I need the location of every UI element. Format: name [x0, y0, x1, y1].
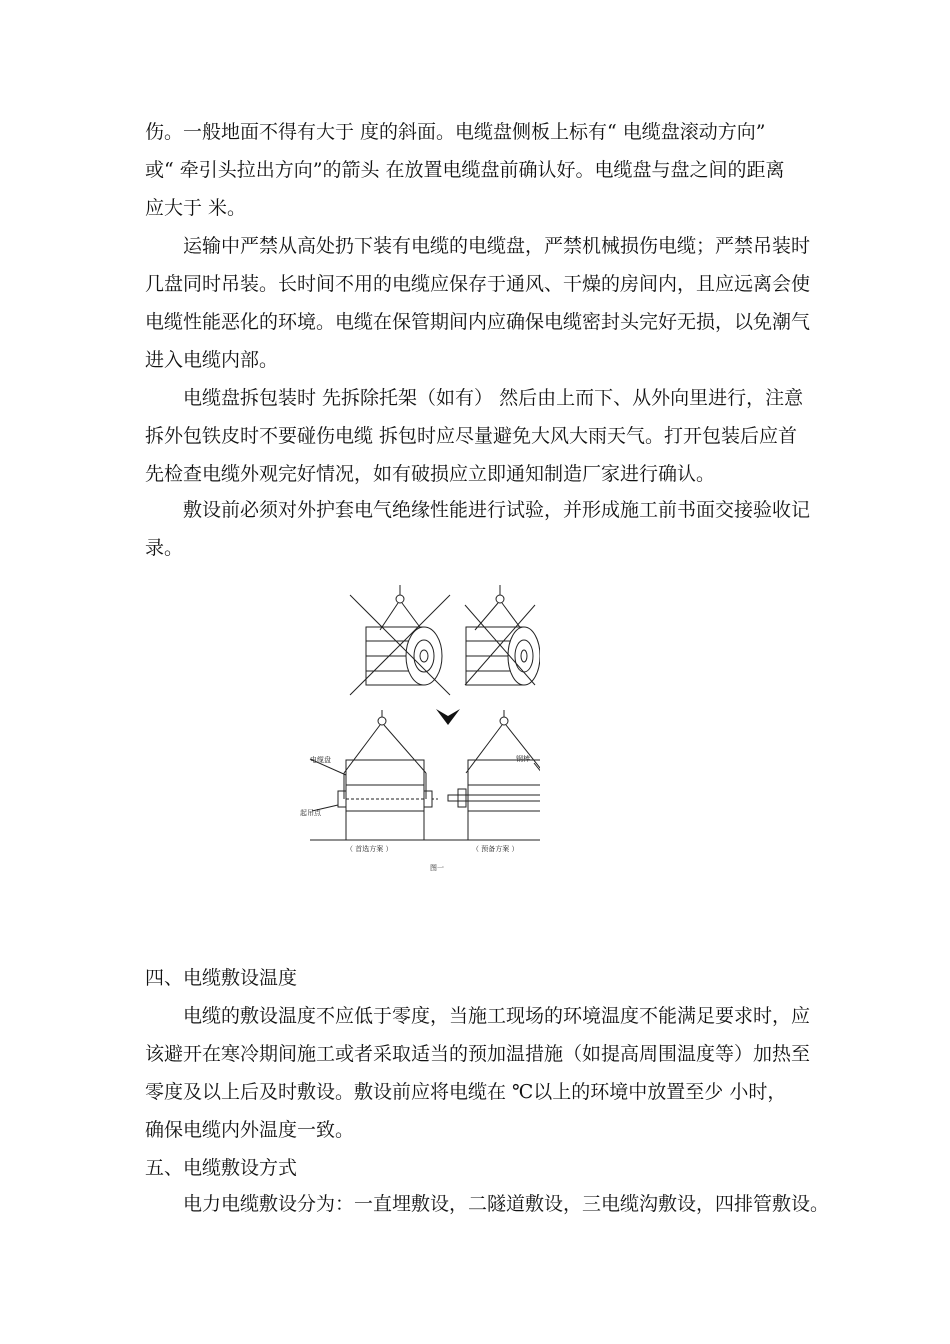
section4-line: 确保电缆内外温度一致。: [145, 1119, 355, 1141]
cable-drum-lifting-diagram: [290, 585, 540, 885]
figure-number: 图一: [430, 864, 444, 872]
section4-line: 零度及以上后及时敷设。敷设前应将电缆在 ℃以上的环境中放置至少 小时，: [145, 1081, 787, 1103]
paragraph1-line: 或“ 牵引头拉出方向”的箭头 在放置电缆盘前确认好。电缆盘与盘之间的距离: [145, 159, 785, 181]
paragraph1-line: 伤。一般地面不得有大于 度的斜面。电缆盘侧板上标有“ 电缆盘滚动方向”: [145, 121, 766, 143]
paragraph2-line: 电缆性能恶化的环境。电缆在保管期间内应确保电缆密封头完好无损，以免潮气: [145, 311, 811, 333]
section4-line: 电缆的敷设温度不应低于零度，当施工现场的环境温度不能满足要求时，应: [183, 1005, 811, 1027]
section5-heading: 五、电缆敷设方式: [145, 1157, 298, 1179]
alternative-lifting-drum: [448, 710, 540, 840]
paragraph1-line: 应大于 米。: [145, 197, 247, 219]
paragraph3-line: 电缆盘拆包装时 先拆除托架（如有） 然后由上而下、从外向里进行，注意: [183, 387, 804, 409]
cable-drum-lifting-figure: [290, 585, 540, 885]
label-lifting-point: 起吊点: [300, 809, 321, 817]
paragraph4-line: 敷设前必须对外护套电气绝缘性能进行试验，并形成施工前书面交接验收记: [183, 499, 811, 521]
paragraph4-line: 录。: [145, 537, 184, 559]
paragraph3-line: 先检查电缆外观完好情况，如有破损应立即通知制造厂家进行确认。: [145, 463, 716, 485]
down-arrow-icon: [436, 709, 460, 725]
preferred-lifting-drum: [310, 710, 440, 840]
wrong-lifting-drum-right: [465, 585, 540, 685]
paragraph2-line: 几盘同时吊装。长时间不用的电缆应保存于通风、干燥的房间内，且应远离会使: [145, 273, 811, 295]
paragraph2-line: 运输中严禁从高处扔下装有电缆的电缆盘，严禁机械损伤电缆；严禁吊装时: [183, 235, 811, 257]
paragraph3-line: 拆外包铁皮时不要碰伤电缆 拆包时应尽量避免大风大雨天气。打开包装后应首: [145, 425, 798, 447]
section5-line: 电力电缆敷设分为：一直埋敷设，二隧道敷设，三电缆沟敷设，四排管敷设。: [183, 1193, 830, 1215]
section4-heading: 四、电缆敷设温度: [145, 967, 298, 989]
caption-preferred-plan: （ 首选方案 ）: [346, 845, 393, 853]
label-cable-drum: 电缆盘: [310, 756, 331, 764]
paragraph2-line: 进入电缆内部。: [145, 349, 279, 371]
label-steel-rod: 钢棒: [516, 755, 530, 763]
caption-alternative-plan: （ 预备方案 ）: [472, 845, 519, 853]
wrong-lifting-drum-left: [350, 585, 450, 695]
section4-line: 该避开在寒冷期间施工或者采取适当的预加温措施（如提高周围温度等）加热至: [145, 1043, 811, 1065]
